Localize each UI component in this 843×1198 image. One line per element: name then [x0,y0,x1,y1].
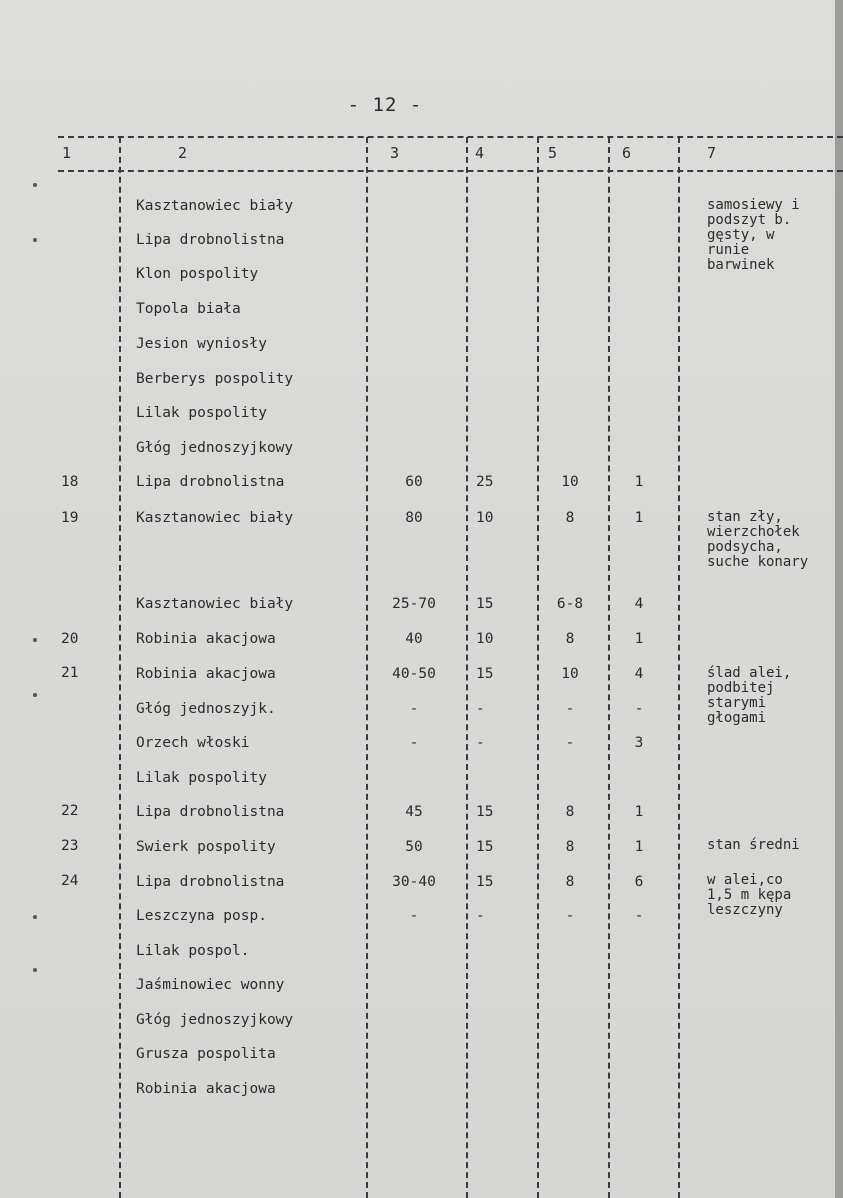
value-col4: 25 [476,474,494,490]
species-name: Robinia akacjowa [136,1081,276,1097]
value-col3: - [409,735,419,751]
column-divider [537,137,539,1198]
table-top-rule [58,136,843,138]
remark-note: samosiewy i podszyt b. gęsty, w runie barwinek [707,197,800,273]
species-name: Lilak pospol. [136,943,250,959]
column-header-5: 5 [548,144,558,162]
value-col6: 6 [634,874,644,890]
column-divider [119,137,121,1198]
species-name: Kasztanowiec biały [136,510,294,526]
value-col3: 40 [405,631,423,647]
column-divider [366,137,368,1198]
remark-note: stan średni [707,837,800,853]
value-col3: 30-40 [392,874,436,890]
value-col5: 8 [565,839,575,855]
species-name: Swierk pospolity [136,839,276,855]
row-number: 23 [61,838,79,854]
value-col4: - [476,908,485,924]
value-col5: 8 [565,631,575,647]
page-edge-shadow [835,0,843,1198]
species-name: Kasztanowiec biały [136,198,294,214]
row-number: 22 [61,803,79,819]
remark-note: ślad alei, podbitej starymi głogami [707,665,792,726]
margin-punch-mark [33,638,37,642]
species-name: Głóg jednoszyjkowy [136,1012,294,1028]
value-col4: 15 [476,596,494,612]
value-col5: 10 [561,474,579,490]
value-col5: - [565,701,575,717]
row-number: 20 [61,631,79,647]
value-col6: 4 [634,596,644,612]
species-name: Lipa drobnolistna [136,474,285,490]
margin-punch-mark [33,693,37,697]
value-col3: 80 [405,510,423,526]
species-name: Jesion wyniosły [136,336,267,352]
value-col5: - [565,735,575,751]
margin-punch-mark [33,238,37,242]
value-col6: 1 [634,804,644,820]
page-number: - 12 - [347,94,423,116]
value-col3: - [409,701,419,717]
species-name: Klon pospolity [136,266,259,282]
species-name: Lilak pospolity [136,405,267,421]
remark-note: w alei,co 1,5 m kępa leszczyny [707,872,792,918]
value-col5: - [565,908,575,924]
value-col4: 15 [476,839,494,855]
value-col5: 8 [565,510,575,526]
margin-punch-mark [33,915,37,919]
species-name: Orzech włoski [136,735,250,751]
row-number: 18 [61,474,79,490]
value-col3: 45 [405,804,423,820]
value-col6: 4 [634,666,644,682]
value-col6: 1 [634,474,644,490]
value-col6: 3 [634,735,644,751]
value-col4: - [476,701,485,717]
value-col3: - [409,908,419,924]
remark-note: stan zły, wierzchołek podsycha, suche konary [707,509,809,570]
species-name: Grusza pospolita [136,1046,276,1062]
species-name: Robinia akacjowa [136,666,276,682]
species-name: Kasztanowiec biały [136,596,294,612]
species-name: Lipa drobnolistna [136,232,285,248]
species-name: Głóg jednoszyjkowy [136,440,294,456]
value-col6: - [634,701,644,717]
margin-punch-mark [33,183,37,187]
value-col5: 8 [565,804,575,820]
value-col3: 25-70 [392,596,436,612]
value-col5: 10 [561,666,579,682]
value-col4: 10 [476,510,494,526]
column-header-2: 2 [178,144,188,162]
value-col3: 40-50 [392,666,436,682]
value-col6: 1 [634,631,644,647]
species-name: Lipa drobnolistna [136,874,285,890]
species-name: Robinia akacjowa [136,631,276,647]
value-col6: - [634,908,644,924]
value-col4: 15 [476,666,494,682]
column-divider [678,137,680,1198]
value-col4: 15 [476,874,494,890]
column-header-4: 4 [475,144,485,162]
margin-punch-mark [33,968,37,972]
value-col3: 50 [405,839,423,855]
species-name: Głóg jednoszyjk. [136,701,276,717]
value-col6: 1 [634,510,644,526]
value-col5: 8 [565,874,575,890]
value-col6: 1 [634,839,644,855]
species-name: Lilak pospolity [136,770,267,786]
species-name: Lipa drobnolistna [136,804,285,820]
row-number: 19 [61,510,79,526]
species-name: Berberys pospolity [136,371,294,387]
species-name: Leszczyna posp. [136,908,267,924]
row-number: 24 [61,873,79,889]
species-name: Topola biała [136,301,241,317]
column-header-1: 1 [62,144,72,162]
species-name: Jaśminowiec wonny [136,977,285,993]
value-col5: 6-8 [556,596,584,612]
column-header-3: 3 [390,144,400,162]
value-col4: 15 [476,804,494,820]
column-divider [466,137,468,1198]
value-col4: - [476,735,485,751]
value-col3: 60 [405,474,423,490]
value-col4: 10 [476,631,494,647]
table-header-rule [58,170,843,172]
row-number: 21 [61,665,79,681]
column-header-6: 6 [622,144,632,162]
column-header-7: 7 [707,144,717,162]
